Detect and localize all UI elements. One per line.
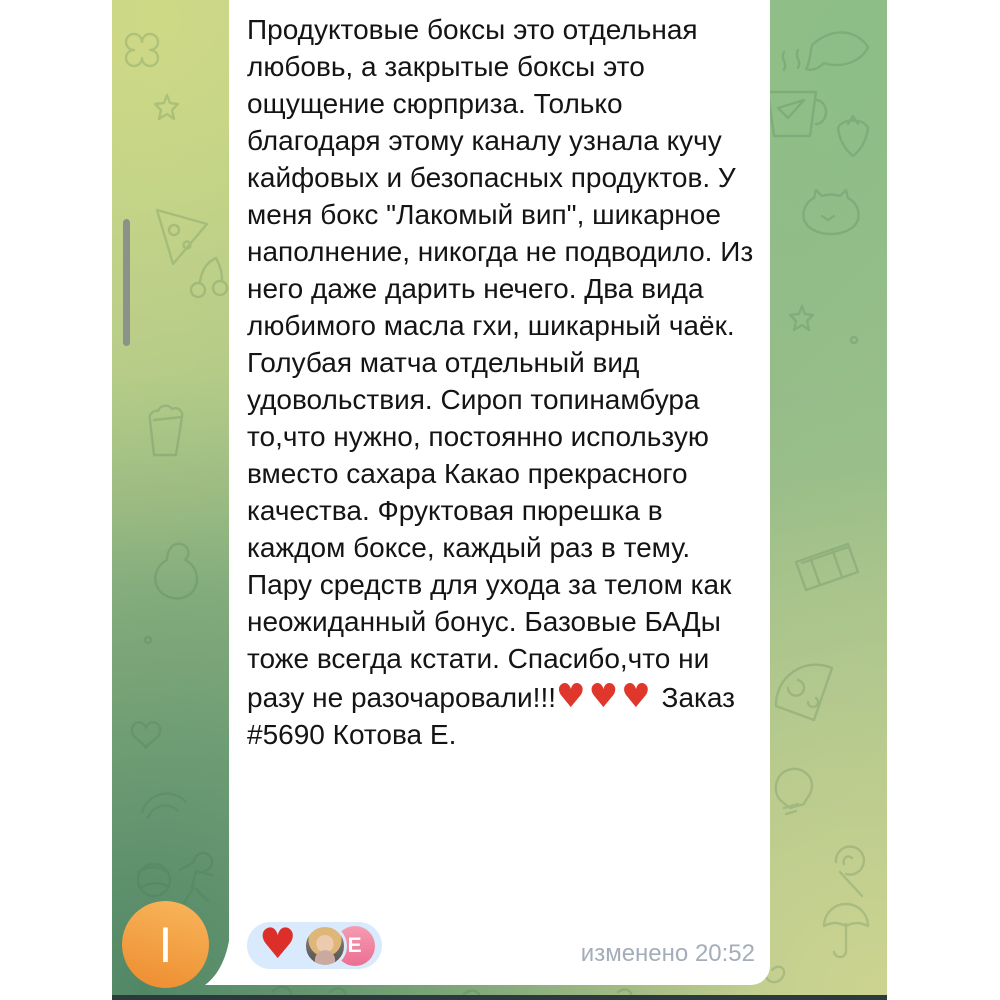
pizza-topping xyxy=(169,225,179,235)
chocolate-doodle xyxy=(796,544,858,590)
cat-doodle xyxy=(803,190,858,234)
heart-emojis: ♥♥♥ xyxy=(556,676,654,715)
message-text xyxy=(229,0,770,753)
message-footer xyxy=(229,918,770,985)
scrollbar-thumb[interactable] xyxy=(123,219,130,346)
strawberry-doodle xyxy=(838,116,868,156)
popcorn-doodle xyxy=(150,406,183,455)
pizza-slice-doodle xyxy=(776,665,832,720)
star-doodle xyxy=(155,95,178,119)
cup-doodle xyxy=(768,92,826,136)
dot-doodle xyxy=(851,337,857,343)
reactor-avatars xyxy=(303,924,375,968)
cherries-doodle xyxy=(200,258,222,282)
pizza-topping xyxy=(184,242,191,249)
reaction-pill[interactable] xyxy=(247,918,382,969)
umbrella-doodle xyxy=(824,904,868,957)
paper-plane-doodle xyxy=(778,100,804,118)
lollipop-doodle xyxy=(836,847,864,896)
flower-doodle xyxy=(126,34,158,66)
heart-reaction-icon: ♥ xyxy=(259,918,297,968)
reactor-avatar-initial: E xyxy=(335,926,375,966)
dino-doodle xyxy=(155,544,197,599)
message-meta xyxy=(581,940,755,969)
dot-doodle xyxy=(145,637,151,643)
cherry xyxy=(213,281,227,295)
reactor-avatar-photo xyxy=(303,924,347,968)
star-doodle xyxy=(790,306,813,330)
message-text-signature: Заказ #5690 Котова Е. xyxy=(247,682,736,750)
bottom-bar xyxy=(112,995,887,1000)
message-text-body: Продуктовые боксы это отдельная любовь, а закрытые боксы это ощущение сюрприза. Только благодаря этому каналу узнала кучу кайфовых и безопасных продуктов. У меня бокс "Лакомый вип", шикарное наполнение, никогда не подводило. Из него даже дарить нечего. Два вида любимого масла гхи, шикарный чаёк. Голубая матча отдельный вид удовольствия. Сироп топинамбура то,что нужно, постоянно использую вместо сахара Какао прекрасного качества. Фруктовая пюрешка в каждом боксе, каждый раз в тему. Пару средств для ухода за телом как неожиданный бонус. Базовые БАДы тоже всегда кстати. Спасибо,что ни разу не разочаровали!!! xyxy=(247,14,754,713)
chat-background xyxy=(112,0,887,1000)
heart-doodle xyxy=(132,722,160,748)
pizza-doodle xyxy=(157,210,207,264)
bulb-doodle xyxy=(776,769,812,814)
whale-doodle xyxy=(806,32,868,69)
ball-doodle xyxy=(138,864,170,896)
rainbow-doodle xyxy=(142,794,186,818)
timestamp: 20:52 xyxy=(694,940,755,967)
sender-avatar[interactable] xyxy=(122,901,209,988)
edited-label: изменено xyxy=(580,940,689,967)
steam-doodle xyxy=(783,50,799,70)
message-bubble[interactable] xyxy=(229,0,770,985)
cherry xyxy=(191,283,205,297)
sender-avatar-initial: I xyxy=(158,916,173,973)
gingerbread-doodle xyxy=(180,853,212,903)
